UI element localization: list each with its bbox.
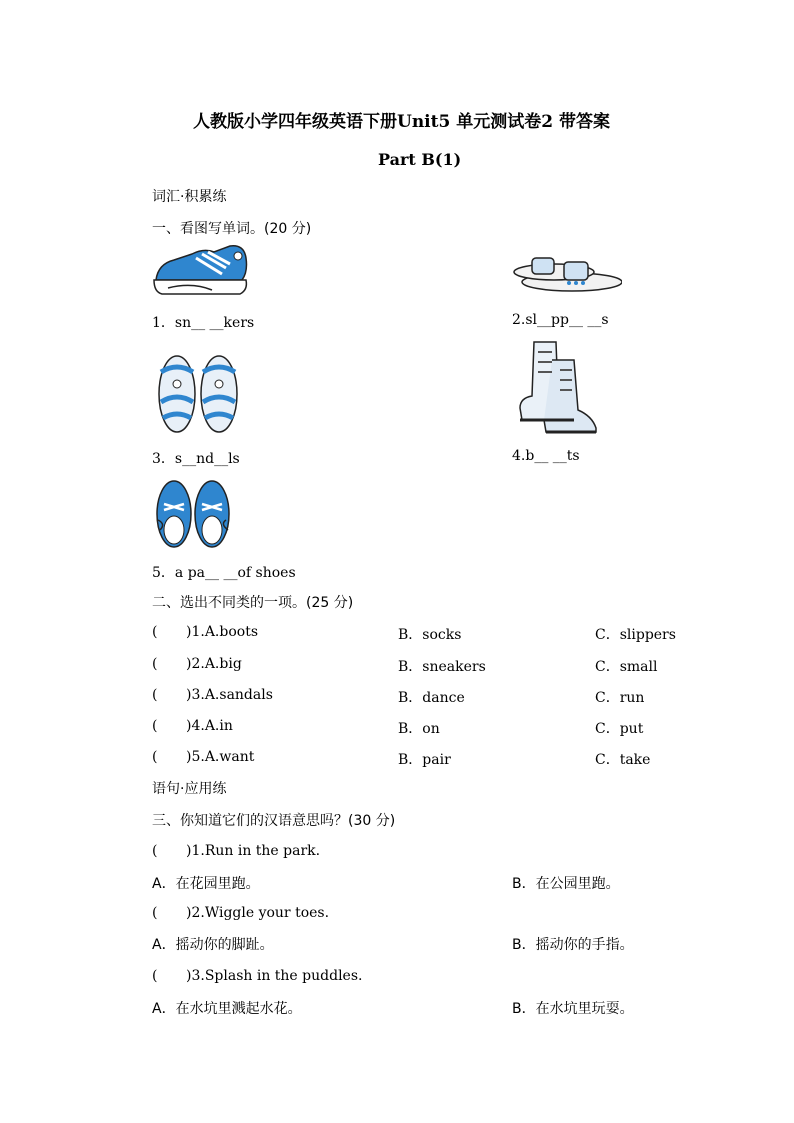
option-c: C．run xyxy=(595,690,645,706)
section1-heading: 一、看图写单词。(20 分) xyxy=(152,221,312,237)
sneaker-image xyxy=(152,244,252,298)
item-2-label: 2.sl__pp__ __s xyxy=(512,312,609,328)
item-1-label: 1．sn__ __kers xyxy=(152,315,255,331)
vocab-heading: 词汇·积累练 xyxy=(152,189,227,205)
question-text: )2.Wiggle your toes. xyxy=(186,905,330,921)
slipper-image xyxy=(512,250,622,294)
option-a: )5.A.want xyxy=(186,749,255,765)
question-text: )3.Splash in the puddles. xyxy=(186,968,363,984)
answer-paren: ( xyxy=(152,905,158,921)
page-title: 人教版小学四年级英语下册Unit5 单元测试卷2 带答案 xyxy=(193,112,610,132)
option-c: C．slippers xyxy=(595,627,676,643)
option-b: B．在公园里跑。 xyxy=(512,876,620,892)
option-b: B．dance xyxy=(398,690,465,706)
answer-paren: ( xyxy=(152,968,158,984)
answer-paren: ( xyxy=(152,718,158,734)
option-b: B．sneakers xyxy=(398,659,486,675)
option-b: B．socks xyxy=(398,627,462,643)
answer-paren: ( xyxy=(152,687,158,703)
boots-image xyxy=(512,338,598,436)
answer-paren: ( xyxy=(152,749,158,765)
question-text: )1.Run in the park. xyxy=(186,843,321,859)
option-c: C．put xyxy=(595,721,644,737)
option-b: B．pair xyxy=(398,752,451,768)
option-a: A．在水坑里溅起水花。 xyxy=(152,1001,302,1017)
option-a: )2.A.big xyxy=(186,656,242,672)
option-b: B．on xyxy=(398,721,440,737)
option-c: C．take xyxy=(595,752,651,768)
option-c: C．small xyxy=(595,659,658,675)
answer-paren: ( xyxy=(152,656,158,672)
answer-paren: ( xyxy=(152,843,158,859)
sentence-heading: 语句·应用练 xyxy=(152,781,227,797)
section2-heading: 二、选出不同类的一项。(25 分) xyxy=(152,595,354,611)
option-b: B．在水坑里玩耍。 xyxy=(512,1001,634,1017)
option-b: B．摇动你的手指。 xyxy=(512,937,634,953)
item-3-label: 3．s__nd__ls xyxy=(152,451,240,467)
option-a: )3.A.sandals xyxy=(186,687,273,703)
pair-of-shoes-image xyxy=(154,478,234,550)
option-a: A．在花园里跑。 xyxy=(152,876,260,892)
option-a: A．摇动你的脚趾。 xyxy=(152,937,274,953)
section3-heading: 三、你知道它们的汉语意思吗？(30 分) xyxy=(152,813,396,829)
sandal-image xyxy=(155,352,241,436)
item-4-label: 4.b__ __ts xyxy=(512,448,580,464)
answer-paren: ( xyxy=(152,624,158,640)
part-title: Part B(1) xyxy=(378,150,462,169)
item-5-label: 5．a pa__ __of shoes xyxy=(152,565,296,581)
option-a: )1.A.boots xyxy=(186,624,259,640)
option-a: )4.A.in xyxy=(186,718,233,734)
